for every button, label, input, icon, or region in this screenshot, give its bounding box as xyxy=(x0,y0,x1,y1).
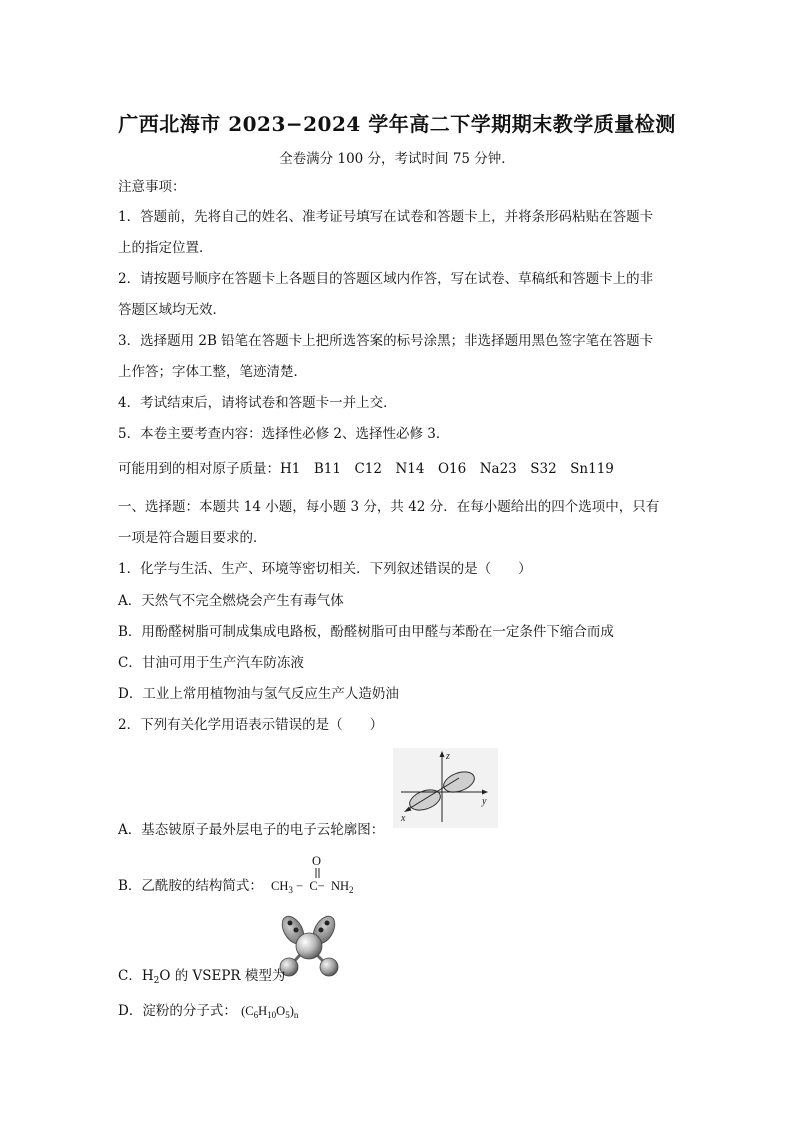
acetamide-formula: $CH_3 - C- NH_2$ xyxy=(271,879,354,895)
page-title: 广西北海市 2023−2024 学年高二下学期期末教学质量检测 xyxy=(118,112,676,136)
q1-option-a: A．天然气不完全燃烧会产生有毒气体 xyxy=(118,593,344,609)
notice-item: 4．考试结束后，请将试卷和答题卡一并上交． xyxy=(118,395,397,411)
double-bond xyxy=(312,867,324,879)
section-heading: 一、选择题：本题共 14 小题，每小题 3 分，共 42 分．在每小题给出的四个选项中，只有 xyxy=(118,499,660,515)
question-1-stem: 1．化学与生活、生产、环境等密切相关．下列叙述错误的是（ ） xyxy=(118,561,532,577)
q2-option-b: B．乙酰胺的结构简式： xyxy=(118,878,263,894)
carbonyl-oxygen: O xyxy=(312,854,322,868)
methyl-group: CH xyxy=(271,879,289,893)
notice-item: 1．答题前，先将自己的姓名、准考证号填写在试卷和答题卡上，并将条形码粘贴在答题卡 xyxy=(118,209,654,225)
exam-info: 全卷满分 100 分，考试时间 75 分钟． xyxy=(279,151,515,167)
q2-option-d: D．淀粉的分子式： $(C_6H_{10}O_5)_n$ xyxy=(118,1003,299,1020)
notice-item: 5．本卷主要考查内容：选择性必修 2、选择性必修 3． xyxy=(118,426,450,442)
question-2-stem: 2．下列有关化学用语表示错误的是（ ） xyxy=(118,717,384,733)
q1-option-d: D．工业上常用植物油与氢气反应生产人造奶油 xyxy=(118,686,399,702)
q2-option-a: A．基态铍原子最外层电子的电子云轮廓图： xyxy=(118,822,385,838)
notice-item: 上作答；字体工整，笔迹清楚． xyxy=(118,364,307,380)
axis-z-label: z xyxy=(446,751,450,762)
p-orbital-figure xyxy=(393,748,498,828)
notice-heading: 注意事项： xyxy=(118,179,186,195)
axis-y-label: y xyxy=(482,796,487,807)
q2-option-c: C．$H_2O$ 的 VSEPR 模型为 xyxy=(118,968,286,986)
carbonyl-carbon: C− xyxy=(309,879,325,893)
notice-item: 答题区域均无效． xyxy=(118,302,226,318)
atomic-masses: 可能用到的相对原子质量：H1 B11 C12 N14 O16 Na23 S32 Sn119 xyxy=(118,461,614,477)
amino-group: NH xyxy=(330,879,350,893)
notice-item: 2．请按题号顺序在答题卡上各题目的答题区域内作答，写在试卷、草稿纸和答题卡上的非 xyxy=(118,271,654,287)
bond-dash: − xyxy=(296,879,304,893)
notice-item: 3．选择题用 2B 铅笔在答题卡上把所选答案的标号涂黑；非选择题用黑色签字笔在答题卡 xyxy=(118,333,654,349)
notice-item: 上的指定位置． xyxy=(118,240,213,256)
q1-option-c: C．甘油可用于生产汽车防冻液 xyxy=(118,655,304,671)
axis-x-label: x xyxy=(401,813,406,824)
q1-option-b: B．用酚醛树脂可制成集成电路板，酚醛树脂可由甲醛与苯酚在一定条件下缩合而成 xyxy=(118,624,614,640)
starch-formula: $(C_6H_{10}O_5)_n$ xyxy=(241,1004,299,1020)
section-heading-cont: 一项是符合题目要求的． xyxy=(118,530,267,546)
